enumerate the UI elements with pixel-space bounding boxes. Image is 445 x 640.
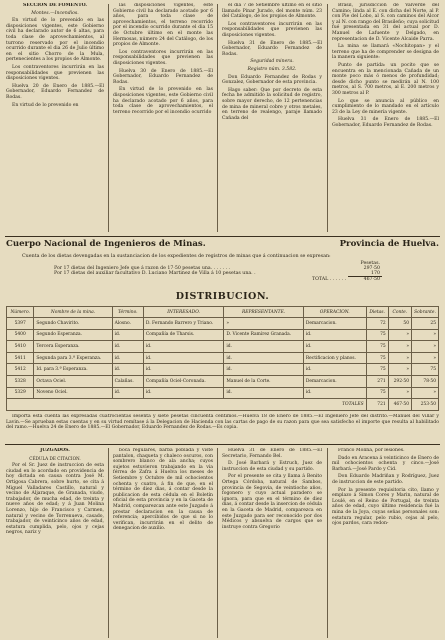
paragraph: Brasil, jurisdiccion de Valverde del Camino; linda al E. con dicha del Norte, al P. con Pie del Lobo, al S. con caminos del Alcor y al N. con rango del Brasileño; cuya solicitud fué presentada en 31 del actual por D. Manuel de Lafuente y Delgado, en representacion de D. Vicente Alcaide Parra. — [332, 3, 439, 42]
table-cell: Segunda para 3.ª Esperanza. — [34, 352, 112, 364]
table-cell: » — [388, 387, 411, 399]
table-cell: id. — [112, 387, 143, 399]
paragraph: Por el presente se cita y llama á Benito Ortega Córdoba, natural de Sambos, provincia de Segovia, de veintiocho años, fogonero y cuyo actual paradero se ignora, para que en el término de diez dias, á contar desde la insercion de cédula en la Gaceta de Madrid, comparezca en este Juzgado para ser reconocido por dos Médicos y absuelva de cargos que se instruye contra Gregorio — [222, 474, 322, 530]
distribucion-title: DISTRIBUCION. — [175, 291, 270, 302]
table-cell: id. — [303, 364, 366, 376]
table-cell: 5411 — [7, 352, 34, 364]
fee-total-label: TOTAL . . . . . . — [311, 276, 347, 282]
table-row — [7, 364, 439, 376]
table-cell: D. Vicente Ramírez Granada. — [224, 329, 304, 341]
table-row — [7, 329, 439, 341]
article-juzgados-col3 — [222, 448, 322, 638]
table-cell: Calañas. — [112, 375, 143, 387]
table-cell: id. — [112, 341, 143, 353]
column-header: Dietas. — [366, 307, 388, 318]
table-cell: Compañía de Tharsis. — [143, 329, 223, 341]
column-header: Conte. — [388, 307, 411, 318]
table-cell: » — [412, 387, 439, 399]
article-juzgados-col1 — [6, 448, 104, 638]
paragraph: Don Eduardo Madriñan y Rodríguez, Juez de instruccion de este partido. — [332, 474, 439, 485]
paragraph: Por la presente requisitoria cito, llamo y emplazo á Simon Cores y Marin, natural de Loulé, en el Reino de Portugal, de treinta años de edad, cuyo último residencia fué la mina de la Joya, cuyas señas personales son: estatura regular, pelo rubio, cejas al pelo, ojos pardos, cara redon- — [332, 487, 439, 527]
column-divider — [327, 448, 328, 638]
fee-total-row — [52, 277, 382, 283]
table-cell: id. — [224, 387, 304, 399]
approval-note — [6, 414, 439, 442]
table-cell: 5329 — [7, 387, 34, 399]
totals-dietas: 721 — [366, 399, 388, 411]
table-row — [7, 375, 439, 387]
distribucion-table — [6, 306, 439, 411]
paragraph: las disposiciones vigentes, este Gobierno civil ha declarado acotado por 6 años, para toda clase de aprovechamientos, el terreno recorrido por el incendio ocurrido durante el dia 15 de Octubre último en el monte las Hermosas, número 24 del Catálogo, de los propios de Almonte. — [113, 3, 213, 48]
registro-number: Registro núm. 3.582. — [247, 66, 297, 72]
corps-intro: Cuenta de los dietas devengadas en la sustanciacion de los expedientes de registros de minas que á continuacion se expresan: — [22, 254, 331, 259]
article-juzgados-col2 — [113, 448, 213, 638]
column-header: Número. — [7, 307, 34, 318]
table-cell: Noveno Ociel. — [34, 387, 112, 399]
paragraph: Lo que se anuncia al público en cumplimiento de lo mandado en el artículo 23 de la Ley de minería vigente. — [332, 98, 439, 115]
paragraph: Los contraventores incurrirán en las responsabilidades que previenen las disposiciones vigentes. — [113, 49, 213, 66]
paragraph: Huelva 31 de Enero de 1885.—El Secretario, Fernando Bel. — [222, 448, 322, 459]
table-cell: id. — [224, 364, 304, 376]
article-seguridad-minera — [222, 3, 322, 233]
table-cell: id. — [112, 364, 143, 376]
article-mina-nochitopan — [332, 3, 439, 233]
table-cell: Octava Ociel. — [34, 375, 112, 387]
table-cell: Segundo Esperanza. — [34, 329, 112, 341]
table-cell: » — [224, 318, 304, 330]
column-divider — [217, 448, 218, 638]
paragraph: Los contraventores incurrirán en las responsabilidades que previenen las disposiciones vigentes. — [222, 21, 322, 38]
column-header: Término. — [112, 307, 143, 318]
table-cell: » — [388, 329, 411, 341]
fee-description: Por 17 dietas del Ingeniero Jefe que á razon de 17·50 pesetas una. . . . . . . — [54, 266, 231, 271]
article-fomento-col2 — [113, 3, 213, 233]
table-cell: 5397 — [7, 318, 34, 330]
table-cell: 78·50 — [412, 375, 439, 387]
paragraph: Por el Sr. Juez de instruccion de esta ciudad en lo acordado en providencia de hoy dictada en causa contra José M. Ortigosa Cabrera, sobre hurto, se cita á Miguel Valladares Castillo, natural y vecino de Aljaraque, de Granada, viudo, trabajador, de mucha edad, de treinta y nueve años de edad; y á Juan Molina Lorenzo, hijo de Francisco y Carmen, natural y vecino de Torrenueva, casado, trabajador, de veinticinco años de edad, estatura cumplida, pelo, ojos y cejas negros, nariz y — [6, 463, 104, 536]
table-cell: 5412 — [7, 364, 34, 376]
table-cell: id. — [303, 341, 366, 353]
fee-amount: 297·50 — [363, 266, 380, 271]
paragraph: Huelva 31 de Enero de 1885.—El Gobernador, Eduardo Fernandez de Rodas. — [222, 40, 322, 57]
section-subtitle-seguridad: Seguridad minera. — [250, 59, 294, 65]
fee-description: Por 17 dietas del auxiliar facultativo D. Luciano Martinez de Villa á 10 pesetas una. . — [54, 271, 256, 277]
section-subtitle-cedula: CÉDULA DE CITACION. — [29, 455, 81, 461]
section-title-fomento: SECCION DE FOMENTO. — [23, 3, 87, 8]
province-heading: Provincia de Huelva. — [339, 239, 439, 249]
paragraph: Importa esta cuenta las expresadas cuatrocientas sesenta y siete pesetas cincuenta céntimos.—Huelva 18 de Enero de 1885.—El Ingeniero Jefe del distrito.—Manuel del Villar y Lavin.—Se aprueban estas cuentas y en su virtud remítase á la Delegacion de Hacienda con las cartas de pago de su razon para que sea satisfecho el importe que resulta al habilitado del ramo.—Huelva 24 de Enero de 1885.—El Gobernador, Eduardo Fernandez de Rodas.—Es copia. — [6, 414, 439, 431]
table-cell: » — [412, 352, 439, 364]
totals-row — [7, 399, 439, 411]
column-divider — [108, 448, 109, 638]
table-cell: 75 — [366, 341, 388, 353]
paragraph: Hago saber: Que por decreto de esta fecha he admitido la solicitud de registro, sobre mayor derecho, de 12 pertenencias de mina de mineral cobre y otros metales, en terreno de realengo, paraje llamado Cañada del — [222, 87, 322, 121]
table-row — [7, 341, 439, 353]
section-rule — [5, 236, 440, 237]
paragraph: Franco Molina, por lesiones. — [338, 448, 405, 453]
table-cell: Demarcacion. — [303, 375, 366, 387]
table-cell: Id. para 3.ª Esperanza. — [34, 364, 112, 376]
table-cell: 5328 — [7, 375, 34, 387]
table-cell: 75 — [366, 364, 388, 376]
paragraph: boca regulares, barba poblada y viste pantalon, chaqueta y chaleco oscuros, con sombrero blanco de ala ancha; cuyos sujetos estuvieron trabajando en la via férrea de Zafra á Huelva los meses de Setiembre y Octubre de mil ochocientos ochenta y cuatro, á fin de que, en el término de diez dias, á contar desde la publicacion de esta cédula en el Boletín oficial de esta provincia y en la Gaceta de Madrid, comparezcan ante este Juzgado á prestar declaracion en la causa de referencia; apercibidos de que si no lo verifican, incurrirán en el delito de denegacion de auxilio. — [113, 448, 213, 532]
table-cell: 292·50 — [388, 375, 411, 387]
table-cell: 72 — [366, 318, 388, 330]
table-cell: » — [388, 364, 411, 376]
paragraph: En virtud de lo prevenido en — [12, 102, 79, 108]
table-cell: id. — [143, 352, 223, 364]
column-header: Sobrante. — [412, 307, 439, 318]
table-cell: D. Fernando Barrero y Triano. — [143, 318, 223, 330]
table-cell: id. — [303, 387, 366, 399]
table-cell: Segundo Chavirito. — [34, 318, 112, 330]
table-row — [7, 352, 439, 364]
column-divider — [327, 4, 328, 232]
table-cell: id. — [143, 387, 223, 399]
paragraph: Huelva 31 de Enero de 1885.—El Gobernador, Eduardo Fernandez de Rodas. — [332, 117, 439, 128]
table-cell: 271 — [366, 375, 388, 387]
column-header: INTERESADO. — [143, 307, 223, 318]
paragraph: Huelva 20 de Enero de 1885.—El Gobernador, Eduardo Fernandez de Rodas. — [6, 83, 104, 100]
paragraph: Los contraventores incurrirán en las responsabilidades que previenen las disposiciones vigentes. — [6, 64, 104, 82]
table-cell: 5400 — [7, 329, 34, 341]
article-juzgados-col4 — [332, 448, 439, 638]
column-header: REPRESENTANTE. — [224, 307, 304, 318]
totals-conte: 467·50 — [388, 399, 411, 411]
paragraph: Dado en Aracena á veinticinco de Enero de mil ochocientos ochenta y cinco.—José Barbará.—José Pardo y Cid. — [332, 455, 439, 472]
column-divider — [108, 4, 109, 232]
table-cell: Tercera Esperanza. — [34, 341, 112, 353]
table-cell: Compañía Ociel-Coronada. — [143, 375, 223, 387]
table-row — [7, 318, 439, 330]
table-cell: 75 — [412, 364, 439, 376]
column-divider — [217, 4, 218, 232]
paragraph: el dia 7 de Setiembre último en el sitio llamado Pinar Jurado, del monte núm. 23 del Catálogo, de los propios de Almonte. — [222, 3, 322, 20]
table-cell: 5410 — [7, 341, 34, 353]
table-cell: Manuel de la Corte. — [224, 375, 304, 387]
section-rule — [5, 444, 440, 445]
paragraph: Punto de partida: un pocito que se encuentra en la mencionada Cañada de un monte poco más ó menos de profundidad; desde dicho punto se medirán al N. 100 metros, al S. 700 metros, al E. 200 metros y 300 metros al P. — [332, 62, 439, 96]
paragraph: Huelva 30 de Enero de 1885.—El Gobernador, Eduardo Fernandez de Rodas. — [113, 68, 213, 85]
table-cell: 75 — [366, 387, 388, 399]
paragraph: En virtud de lo prevenido en las disposiciones vigentes, este Gobierno civil ha declarado autor de 6 altas, para toda clase de aprovechamientos, al turrono reservado por el incendio ocurrido durante el dia 26 de Julio último en el sitio Chorro de la Mula, pertenecientes a los propios de Almonte. — [6, 18, 104, 63]
table-cell: id. — [303, 329, 366, 341]
table-header-row — [7, 307, 439, 318]
table-cell: » — [412, 329, 439, 341]
table-cell: 25 — [412, 318, 439, 330]
table-cell: Demarcacion. — [303, 318, 366, 330]
table-cell: Alosno. — [112, 318, 143, 330]
section-subtitle-montes: Montes.—Incendios. — [31, 10, 79, 16]
fees-currency-header: Pesetas. — [360, 261, 380, 266]
table-cell: Rectificacion y planos. — [303, 352, 366, 364]
table-cell: id. — [143, 341, 223, 353]
totals-label: TOTALES — [7, 399, 367, 411]
table-cell: » — [412, 341, 439, 353]
paragraph: La mina se llamará «Nochitopan» y el terreno que ha de comprender se designa de la manera siguiente: — [332, 44, 439, 61]
table-row — [7, 387, 439, 399]
table-cell: » — [388, 341, 411, 353]
table-cell: id. — [224, 352, 304, 364]
article-fomento-col1 — [6, 3, 104, 233]
totals-sobrante: 253·50 — [412, 399, 439, 411]
column-header: Nombre de la mina. — [34, 307, 112, 318]
table-cell: id. — [143, 364, 223, 376]
table-cell: » — [388, 352, 411, 364]
fee-amount: 170 — [348, 271, 382, 277]
table-cell: id. — [224, 341, 304, 353]
fee-total-amount: 467·50 — [363, 277, 380, 282]
section-title-juzgados: JUZGADOS. — [40, 448, 70, 453]
corps-heading: Cuerpo Nacional de Ingenieros de Minas. — [6, 239, 206, 249]
paragraph: Don Eduardo Fernandez de Rodas y Gonzalez, Gobernador de esta provincia. — [222, 74, 322, 86]
table-cell: 75 — [366, 352, 388, 364]
paragraph: D. José Barbará y Estruch, Juez de instruccion de esta ciudad y su partido. — [222, 461, 322, 472]
table-cell: 50 — [388, 318, 411, 330]
table-cell: id. — [112, 352, 143, 364]
column-header: OPERACION. — [303, 307, 366, 318]
table-cell: id. — [112, 329, 143, 341]
paragraph: En virtud de lo prevenido en las disposiciones vigentes, este Gobierno civil ha declarado acotado por 6 años, para toda clase de aprovechamientos, el terreno recorrido por el incendio ocurrido — [113, 87, 213, 115]
table-cell: 75 — [366, 329, 388, 341]
fees-table — [52, 261, 382, 282]
